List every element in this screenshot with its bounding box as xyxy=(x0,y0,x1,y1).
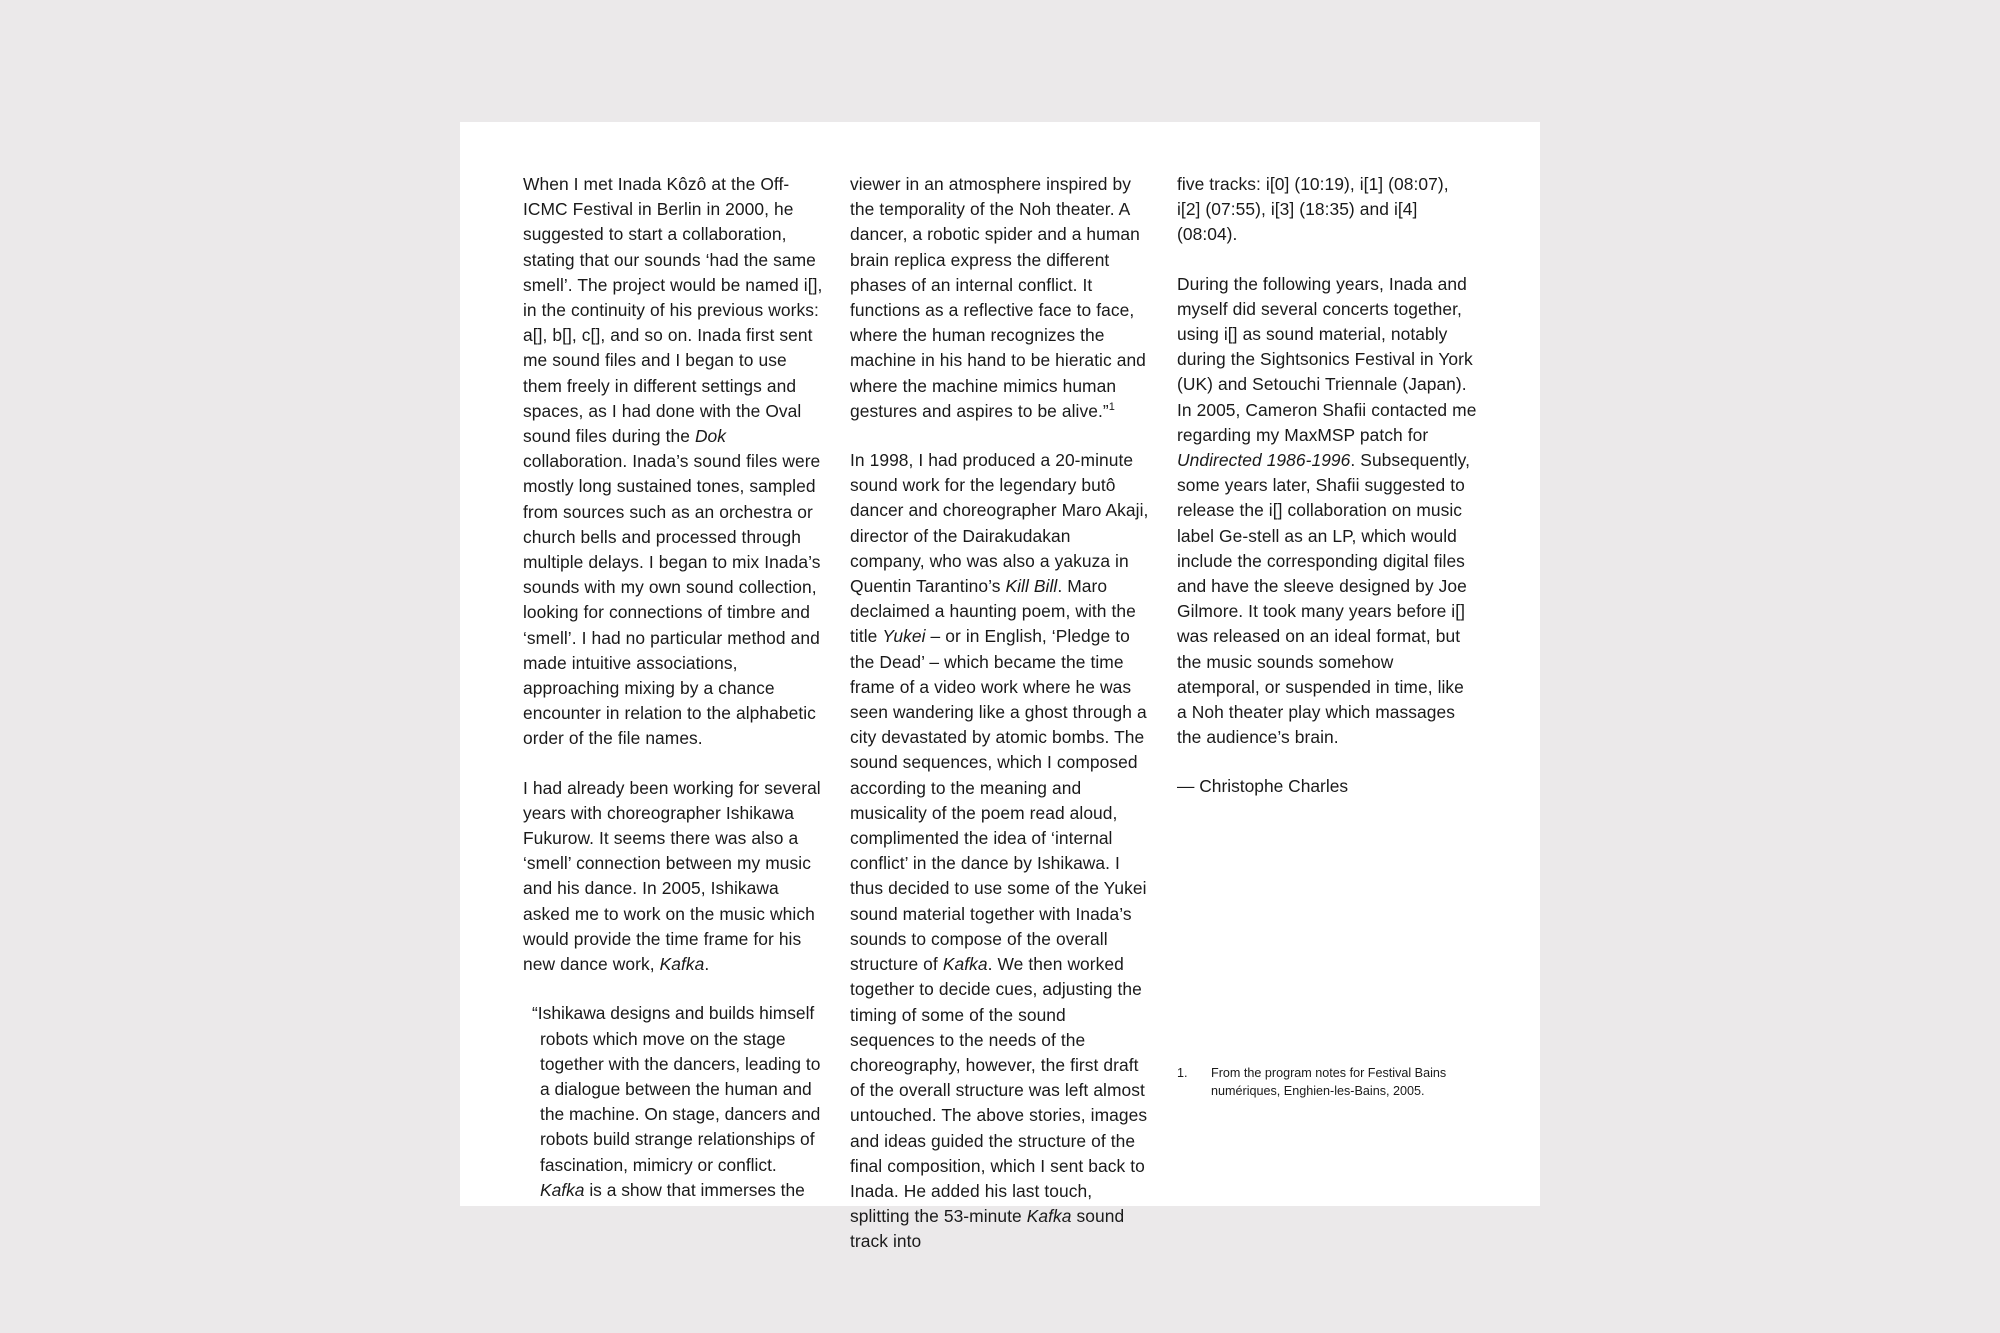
footnote-text: From the program notes for Festival Bains numériques, Enghien-les-Bains, 2005. xyxy=(1211,1066,1447,1099)
title-yukei: Yukei xyxy=(882,626,926,647)
paragraph-intro-part-a: When I met Inada Kôzô at the Off-ICMC Festival in Berlin in 2000, he suggested to start a collaboration, stating that our sounds ‘had the same smell’. The project would be named i[], in the continuity of his previous works: a[], b[], c[], and so on. Inada first sent me sound files and I began to use them freely in different settings and spaces, as I had done with the Oval sound files during the xyxy=(523,174,823,447)
title-kafka-4: Kafka xyxy=(1026,1206,1072,1227)
paragraph-ishikawa-collaboration xyxy=(523,776,823,978)
paragraph-track-listing: five tracks: i[0] (10:19), i[1] (08:07), i[2] (07:55), i[3] (18:35) and i[4] (08:04). xyxy=(1177,174,1449,245)
document-page-sheet xyxy=(460,122,1540,1252)
title-undirected: Undirected 1986-1996 xyxy=(1177,450,1351,471)
blockquote-continued-text: viewer in an atmosphere inspired by the temporality of the Noh theater. A dancer, a robotic spider and a human brain replica express the different phases of an internal conflict. It functions as a reflective face to face, where the human recognizes the machine in his hand to be hieratic and where the machine mimics human gestures and aspires to be alive.” xyxy=(850,174,1146,421)
title-kill-bill: Kill Bill xyxy=(1005,576,1058,597)
paragraph-yukei-part-d: . We then worked together to decide cues, adjusting the timing of some of the sound sequences to the needs of the choreography, however, the first draft of the overall structure was left almost untouched. The above stories, images and ideas guided the structure of the final composition, which I sent back to Inada. He added his last touch, splitting the 53-minute xyxy=(850,954,1148,1227)
text-column-3 xyxy=(1177,172,1477,1162)
text-column-1 xyxy=(523,172,823,1200)
title-kafka-1: Kafka xyxy=(659,954,705,975)
title-kafka-2: Kafka xyxy=(540,1179,585,1200)
paragraph-later-years xyxy=(1177,272,1477,751)
author-signature: — Christophe Charles xyxy=(1177,776,1349,797)
paragraph-yukei-part-a: In 1998, I had produced a 20-minute sound work for the legendary butô dancer and choreographer Maro Akaji, director of the Dairakudakan company, who was also a yakuza in Quentin Tarantino’s xyxy=(850,450,1149,597)
paragraph-yukei-history xyxy=(850,448,1150,1255)
paragraph-intro xyxy=(523,172,823,752)
paragraph-yukei-part-e: sound track into xyxy=(850,1206,1125,1252)
text-column-2 xyxy=(850,172,1150,1252)
paragraph-later-years-part-b: . Subsequently, some years later, Shafii suggested to release the i[] collaboration on music label Ge-stell as an LP, which would include the corresponding digital files and have the sleeve designed by Joe Gilmore. It took many years before i[] was released on an ideal format, but the music sounds somehow atemporal, or suspended in time, like a Noh theater play which massages the audience’s brain. xyxy=(1177,450,1470,748)
paragraph-yukei-part-c: – or in English, ‘Pledge to the Dead’ – which became the time frame of a video work where he was seen wandering like a ghost through a city devastated by atomic bombs. The sound sequences, which I composed according to the meaning and musicality of the poem read aloud, complimented the idea of ‘internal conflict’ in the dance by Ishikawa. I thus decided to use some of the Yukei sound material together with Inada’s sounds to compose of the overall structure of xyxy=(850,626,1147,975)
blockquote-part-b: is a show that immerses the xyxy=(584,1179,805,1200)
footnote-block xyxy=(1177,1064,1477,1101)
blockquote-ishikawa-start xyxy=(523,1001,823,1203)
paragraph-intro-part-b: collaboration. Inada’s sound files were mostly long sustained tones, sampled from sources such as an orchestra or church bells and processed through multiple delays. I began to mix Inada’s sounds with my own sound collection, looking for connections of timbre and ‘smell’. I had no particular method and made intuitive associations, approaching mixing by a chance encounter in relation to the alphabetic order of the file names. xyxy=(523,451,821,749)
title-kafka-3: Kafka xyxy=(942,954,988,975)
paragraph-ishikawa-part-a: I had already been working for several years with choreographer Ishikawa Fukurow. It seems there was also a ‘smell’ connection between my music and his dance. In 2005, Ishikawa asked me to work on the music which would provide the time frame for his new dance work, xyxy=(523,777,821,975)
paragraph-later-years-part-a: During the following years, Inada and myself did several concerts together, using i[] as sound material, notably during the Sightsonics Festival in York (UK) and Setouchi Triennale (Japan). In 2005, Cameron Shafii contacted me regarding my MaxMSP patch for xyxy=(1177,273,1477,445)
paragraph-yukei-part-b: . Maro declaimed a haunting poem, with the title xyxy=(850,576,1136,647)
three-column-text-grid xyxy=(523,172,1478,1252)
paragraph-ishikawa-part-b: . xyxy=(704,954,710,975)
footnote-reference-1[interactable]: 1 xyxy=(1108,401,1115,414)
blockquote-part-a: “Ishikawa designs and builds himself robots which move on the stage together with the dancers, leading to a dialogue between the human and the machine. On stage, dancers and robots build strange relationships of fascination, mimicry or conflict. xyxy=(532,1003,821,1175)
footnote-number: 1. xyxy=(1177,1066,1188,1080)
title-dok: Dok xyxy=(694,426,727,447)
blockquote-ishikawa-continued xyxy=(850,172,1150,424)
